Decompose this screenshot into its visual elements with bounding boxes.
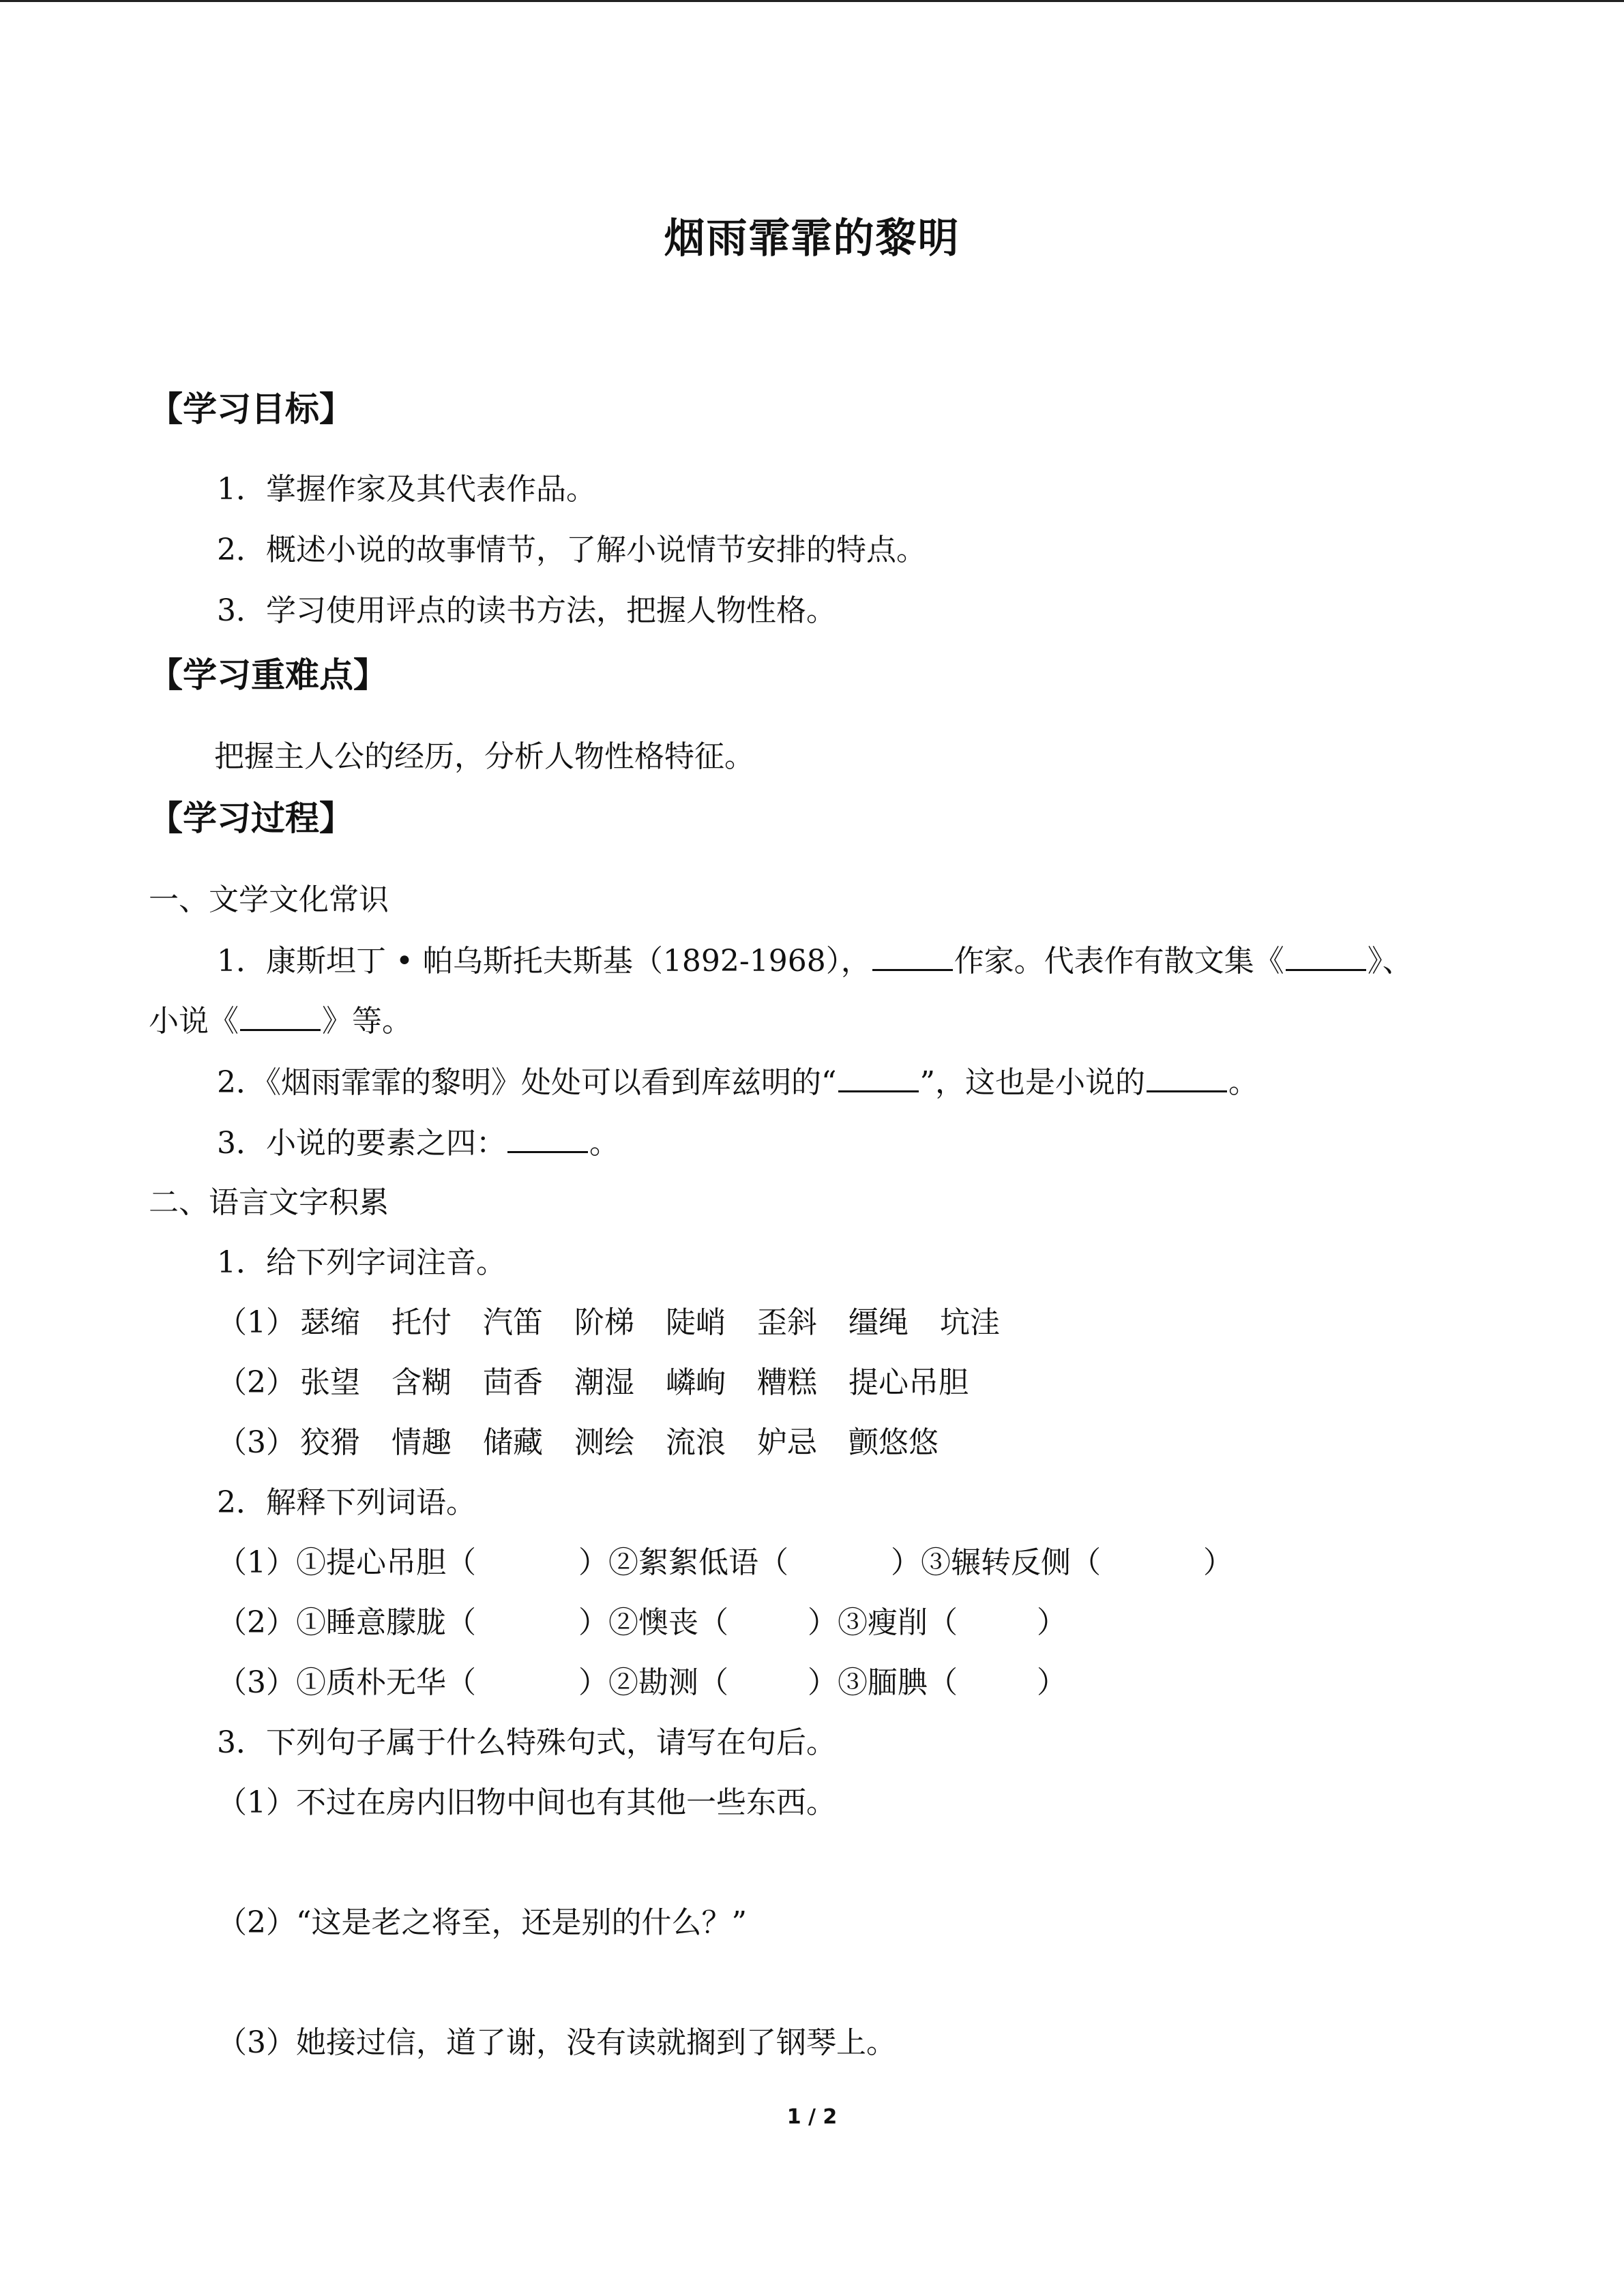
vocab-word: 颤悠悠 (848, 1425, 939, 1460)
vocab-word: 流浪 (666, 1425, 726, 1460)
vocab-word: 托付 (392, 1305, 452, 1340)
vocab-word: 嶙峋 (666, 1365, 726, 1400)
section-heading-process: 【学习过程】 (149, 799, 353, 838)
pinyin-row-1 (217, 1302, 1031, 1343)
q1-text-a: 1．康斯坦丁 • 帕乌斯托夫斯基（1892-1968）， (217, 944, 871, 979)
row-label: （2） (217, 1365, 296, 1400)
pinyin-row-3 (217, 1422, 970, 1463)
gloss-item: ）②懊丧（ (578, 1605, 728, 1640)
vocab-word: 歪斜 (757, 1305, 817, 1340)
vocab-word: 缰绳 (848, 1305, 909, 1340)
answer-blank[interactable] (1286, 942, 1366, 971)
vocab-word: 提心吊胆 (848, 1365, 969, 1400)
vocab-word: 测绘 (574, 1425, 634, 1460)
vocab-word: 储藏 (483, 1425, 543, 1460)
gloss-item: ）③瘦削（ (808, 1605, 958, 1640)
vocab-word: 糟糕 (757, 1365, 817, 1400)
part2-question-2: 2．解释下列词语。 (217, 1485, 476, 1520)
vocab-word: 陡峭 (666, 1305, 726, 1340)
gloss-item: ）③腼腆（ (808, 1665, 958, 1700)
q3-text-a: 3．小说的要素之四： (217, 1126, 506, 1161)
gloss-item: ） (1037, 1605, 1067, 1640)
page-title: 烟雨霏霏的黎明 (664, 215, 960, 263)
pinyin-row-2 (217, 1362, 1000, 1403)
vocab-word: 阶梯 (574, 1305, 634, 1340)
q2-text-c: 。 (1228, 1065, 1258, 1100)
part1-question-1 (217, 941, 1413, 982)
vocab-word: 情趣 (392, 1425, 452, 1460)
answer-blank[interactable] (872, 942, 953, 971)
part1-question-2 (217, 1062, 1258, 1103)
vocab-word: 茴香 (483, 1365, 543, 1400)
q1-text-b: 作家。代表作有散文集《 (954, 944, 1284, 979)
sentence-item-1: （1）不过在房内旧物中间也有其他一些东西。 (217, 1785, 836, 1820)
q1-text-d: 小说《 (149, 1004, 239, 1039)
q3-text-b: 。 (589, 1126, 619, 1161)
sentence-item-3: （3）她接过信，道了谢，没有读就搁到了钢琴上。 (217, 2025, 896, 2060)
part1-question-3 (217, 1123, 619, 1164)
gloss-item: ①质朴无华（ (296, 1665, 476, 1700)
gloss-row-3 (217, 1663, 1067, 1703)
answer-blank[interactable] (1147, 1063, 1227, 1092)
row-label: （3） (217, 1665, 296, 1700)
gloss-item: ） (1037, 1665, 1067, 1700)
vocab-word: 张望 (300, 1365, 360, 1400)
goal-item-2: 2．概述小说的故事情节，了解小说情节安排的特点。 (217, 533, 926, 567)
q2-text-b: ”，这也是小说的 (919, 1065, 1145, 1100)
row-label: （2） (217, 1605, 296, 1640)
row-label: （3） (217, 1425, 296, 1460)
section-heading-goals: 【学习目标】 (149, 389, 353, 429)
gloss-item: ）②絮絮低语（ (578, 1545, 788, 1580)
vocab-word: 瑟缩 (300, 1305, 360, 1340)
goal-item-3: 3．学习使用评点的读书方法，把握人物性格。 (217, 593, 836, 628)
vocab-word: 潮湿 (574, 1365, 634, 1400)
q2-text-a: 2．《烟雨霏霏的黎明》处处可以看到库兹明的“ (217, 1065, 837, 1100)
q1-text-c: 》、 (1367, 944, 1413, 979)
vocab-word: 坑洼 (940, 1305, 1000, 1340)
gloss-row-2 (217, 1602, 1067, 1643)
part2-question-1: 1．给下列字词注音。 (217, 1245, 506, 1280)
vocab-word: 狡猾 (300, 1425, 360, 1460)
goal-item-1: 1．掌握作家及其代表作品。 (217, 472, 596, 507)
answer-blank[interactable] (838, 1063, 919, 1092)
vocab-word: 汽笛 (483, 1305, 543, 1340)
gloss-item: ）③辗转反侧（ (891, 1545, 1101, 1580)
gloss-item: ①提心吊胆（ (296, 1545, 476, 1580)
gloss-item: ） (1203, 1545, 1233, 1580)
part1-heading: 一、文学文化常识 (149, 882, 389, 917)
keypoints-text: 把握主人公的经历，分析人物性格特征。 (214, 739, 754, 774)
gloss-row-1 (217, 1542, 1233, 1583)
part2-question-3: 3．下列句子属于什么特殊句式，请写在句后。 (217, 1725, 836, 1760)
vocab-word: 含糊 (392, 1365, 452, 1400)
sentence-item-2: （2）“这是老之将至，还是别的什么？” (217, 1905, 747, 1940)
gloss-item: ）②勘测（ (578, 1665, 728, 1700)
part1-question-1-cont (149, 1001, 412, 1042)
answer-blank[interactable] (507, 1124, 588, 1153)
answer-blank[interactable] (240, 1002, 321, 1031)
page-number: 1 / 2 (786, 2105, 838, 2129)
row-label: （1） (217, 1545, 296, 1580)
q1-text-e: 》等。 (322, 1004, 412, 1039)
gloss-item: ①睡意朦胧（ (296, 1605, 476, 1640)
vocab-word: 妒忌 (757, 1425, 817, 1460)
row-label: （1） (217, 1305, 296, 1340)
section-heading-keypoints: 【学习重难点】 (149, 655, 387, 695)
part2-heading: 二、语言文字积累 (149, 1185, 389, 1220)
